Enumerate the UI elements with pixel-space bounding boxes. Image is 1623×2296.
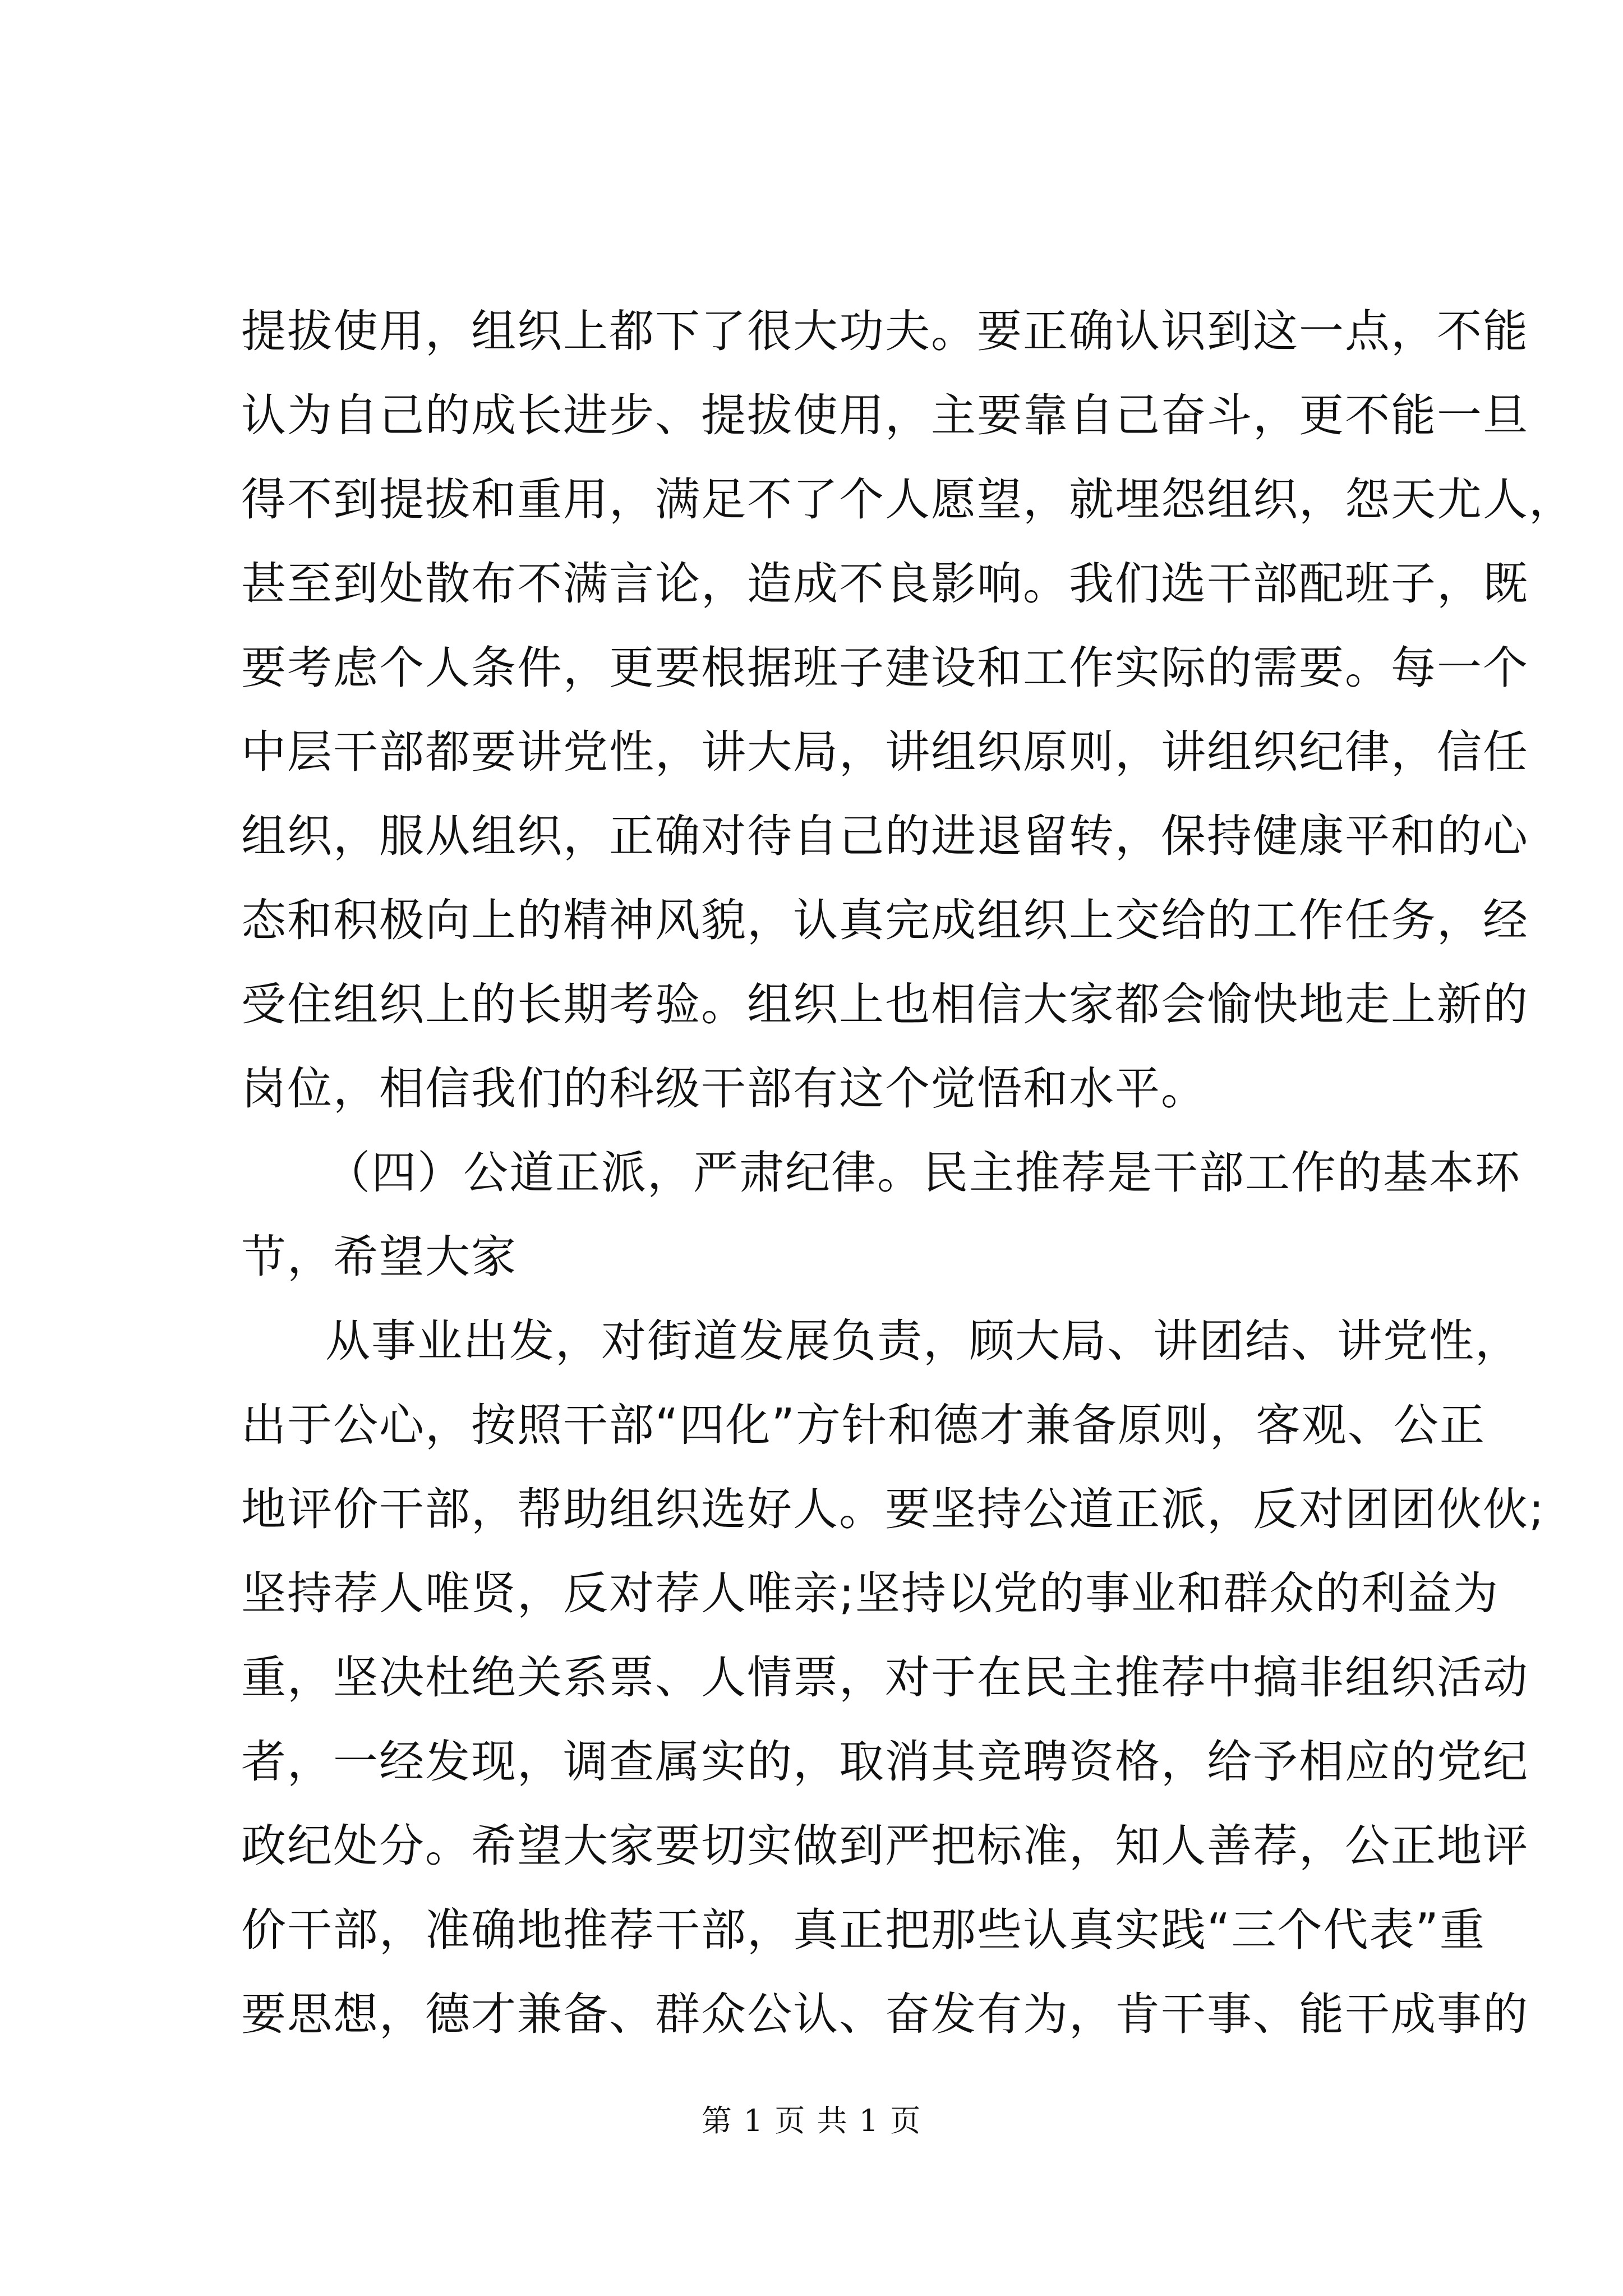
text-line: 受住组织上的长期考验。组织上也相信大家都会愉快地走上新的 bbox=[241, 978, 1529, 1030]
text-line: 政纪处分。希望大家要切实做到严把标准，知人善荐，公正地评 bbox=[241, 1820, 1529, 1872]
paragraph-start-line: 从事业出发，对街道发展负责，顾大局、讲团结、讲党性， bbox=[325, 1315, 1521, 1367]
text-line: 提拔使用，组织上都下了很大功夫。要正确认识到这一点，不能 bbox=[241, 305, 1529, 357]
text-line: 岗位，相信我们的科级干部有这个觉悟和水平。 bbox=[241, 1062, 1207, 1115]
text-line: 态和积极向上的精神风貌，认真完成组织上交给的工作任务，经 bbox=[241, 894, 1529, 946]
text-line: 得不到提拔和重用，满足不了个人愿望，就埋怨组织，怨天尤人， bbox=[241, 473, 1575, 526]
text-line: 甚至到处散布不满言论，造成不良影响。我们选干部配班子，既 bbox=[241, 558, 1529, 610]
text-line: 者，一经发现，调查属实的，取消其竞聘资格，给予相应的党纪 bbox=[241, 1736, 1529, 1788]
text-line: 坚持荐人唯贤，反对荐人唯亲;坚持以党的事业和群众的利益为 bbox=[241, 1567, 1499, 1619]
section-heading-line: （四）公道正派，严肃纪律。民主推荐是干部工作的基本环 bbox=[325, 1147, 1521, 1199]
document-body bbox=[241, 289, 1575, 2056]
text-line: 价干部，准确地推荐干部，真正把那些认真实践“三个代表”重 bbox=[241, 1904, 1486, 1956]
text-line: 要思想，德才兼备、群众公认、奋发有为，肯干事、能干成事的 bbox=[241, 1988, 1529, 2040]
text-line: 认为自己的成长进步、提拔使用，主要靠自己奋斗，更不能一旦 bbox=[241, 389, 1529, 441]
text-line: 中层干部都要讲党性，讲大局，讲组织原则，讲组织纪律，信任 bbox=[241, 726, 1529, 778]
text-line: 地评价干部，帮助组织选好人。要坚持公道正派，反对团团伙伙; bbox=[241, 1483, 1545, 1535]
page-number-footer: 第 1 页 共 1 页 bbox=[701, 2103, 922, 2138]
text-line: 节，希望大家 bbox=[241, 1231, 517, 1283]
text-line: 要考虑个人条件，更要根据班子建设和工作实际的需要。每一个 bbox=[241, 642, 1529, 694]
text-line: 重，坚决杜绝关系票、人情票，对于在民主推荐中搞非组织活动 bbox=[241, 1651, 1529, 1704]
text-line: 组织，服从组织，正确对待自己的进退留转，保持健康平和的心 bbox=[241, 810, 1529, 862]
text-line: 出于公心，按照干部“四化”方针和德才兼备原则，客观、公正 bbox=[241, 1399, 1486, 1451]
